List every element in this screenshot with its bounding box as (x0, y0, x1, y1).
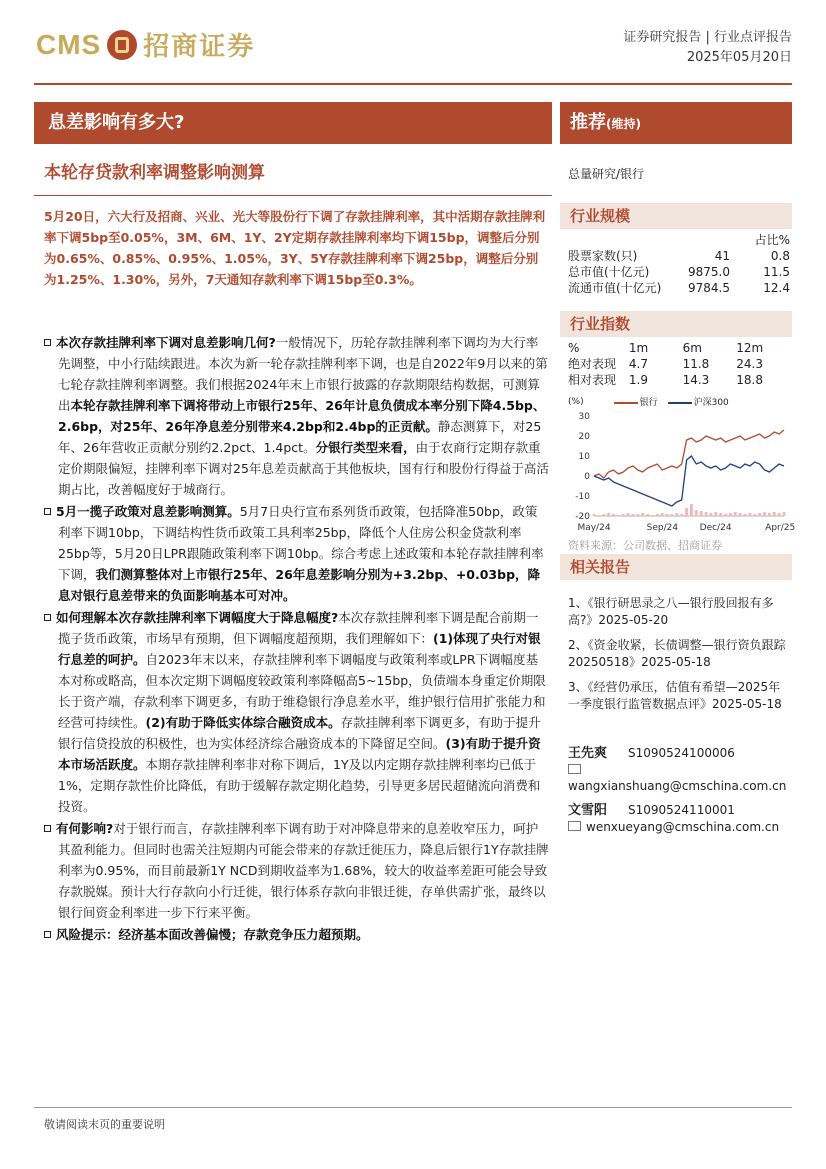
bullet-square-icon (44, 614, 51, 621)
author-block (568, 745, 790, 835)
table-row: 相对表现 1.9 14.3 18.8 (568, 373, 763, 387)
section-related-reports: 相关报告 (560, 554, 792, 580)
y-tick-label: 10 (578, 452, 590, 462)
chart-legend (568, 395, 790, 408)
volume-bar (729, 513, 732, 516)
volume-bar (597, 515, 600, 516)
volume-bar (739, 513, 742, 516)
table-header-row: % 1m 6m 12m (568, 341, 764, 355)
bullet-item: 5月一揽子政策对息差影响测算。5月7日央行宣布系列货币政策，包括降准50bp，政策利率下调10bp，下调结构性货币政策工具利率25bp，降低个人住房公积金贷款利率25bp等，5月20日LPR跟随政策利率下调10bp。综合考虑上述政策和本轮存款挂牌利率下调，我们测算整体对上市银行25年、26年息差影响分别为+3.2bp、+0.03bp，降息对银行息差带来的负面影响基本可对冲。 (44, 501, 549, 606)
bullet-item: 本次存款挂牌利率下调对息差影响几何?一般情况下，历轮存款挂牌利率下调均为大行率先调整，中小行陆续跟进。本次为新一轮存款挂牌利率下调，也是自2022年9月以来的第七轮存款挂牌利率调整。我们根据2024年末上市银行披露的存款期限结构数据，可测算出本轮存款挂牌利率下调将带动上市银行25年、26年计息负债成本率分别下降4.5bp、2.6bp，对25年、26年净息差分别带来4.2bp和2.4bp的正贡献。静态测算下，对25年、26年营收正贡献分别约2.2pct、1.4pct。分银行类型来看，由于农商行定期存款重定价期限偏短，挂牌利率下调对25年息差贡献高于其他板块，国有行和股份行得益于高活期占比，改善幅度好于城商行。 (44, 332, 549, 500)
volume-bar (783, 512, 786, 516)
author-row: 文雪阳 S1090524110001 (568, 803, 735, 818)
legend-item-bank: 银行 (614, 395, 658, 408)
section-industry-index: 行业指数 (560, 311, 792, 337)
volume-bar (744, 514, 747, 516)
chart-ylabel: (%) (568, 396, 584, 407)
related-reports (568, 595, 790, 721)
volume-bar (763, 512, 766, 516)
footer-note: 敬请阅读末页的重要说明 (44, 1118, 165, 1131)
section-industry-scale: 行业规模 (560, 203, 792, 229)
volume-bar (612, 514, 615, 516)
bullet-square-icon (44, 339, 51, 346)
volume-bar (734, 512, 737, 516)
table-row: 流通市值(十亿元) 9784.5 12.4 (568, 281, 790, 295)
bullet-list (44, 332, 549, 946)
volume-bar (758, 513, 761, 516)
table-row: 绝对表现 4.7 11.8 24.3 (568, 357, 763, 371)
volume-bar (690, 504, 693, 516)
volume-bar (753, 514, 756, 516)
volume-bar (748, 513, 751, 516)
legend-swatch (668, 402, 692, 404)
volume-bar (695, 510, 698, 516)
bullet-square-icon (44, 825, 51, 832)
series-line-csi300 (594, 456, 784, 506)
author-email[interactable]: wenxueyang@cmschina.com.cn (568, 819, 790, 835)
report-meta (623, 28, 792, 68)
index-chart (568, 395, 796, 553)
mail-icon (568, 764, 581, 774)
y-tick-label: -20 (575, 512, 590, 522)
scale-col-header: 占比% (754, 233, 790, 247)
volume-bar (685, 508, 688, 516)
volume-bar (641, 513, 644, 516)
volume-bar (666, 514, 669, 516)
volume-bar (632, 514, 635, 516)
y-tick-label: 0 (584, 472, 590, 482)
author-row: 王先爽 S1090524100006 (568, 746, 735, 761)
volume-bar (646, 514, 649, 516)
volume-bar (773, 512, 776, 516)
volume-bar (714, 512, 717, 516)
company-logo (36, 26, 255, 63)
list-item[interactable]: 2、《资金收紧，长债调整—银行资负跟踪20250518》2025-05-18 (568, 638, 786, 669)
footer-divider (34, 1107, 792, 1108)
bullet-item: 如何理解本次存款挂牌利率下调幅度大于降息幅度?本次存款挂牌利率下调是配合前期一揽子货币政策，市场早有预期，但下调幅度超预期，我们理解如下：(1)体现了央行对银行息差的呵护。自2023年末以来，存款挂牌利率下调幅度与政策利率或LPR下调幅度基本对称或略高，但本次定期下调幅度较政策利率降幅高5~15bp，负债端本身重定价期限长于资产端，存款利率下调更多，有助于维稳银行净息差水平，维护银行信用扩张能力和经营可持续性。(2)有助于降低实体综合融资成本。存款挂牌利率下调更多，有助于提升银行信贷投放的积极性，也为实体经济综合融资成本的下降留足空间。(3)有助于提升资本市场活跃度。本期存款挂牌利率非对称下调后，1Y及以内定期存款挂牌利率均已低于1%，定期存款性价比降低，有助于缓解存款定期化趋势，引导更多居民超储流向消费和投资。 (44, 607, 549, 817)
rating-note: (维持) (606, 117, 641, 131)
subtitle-divider (34, 195, 552, 196)
volume-bar (680, 514, 683, 516)
author-email[interactable]: wangxianshuang@cmschina.com.cn (568, 762, 790, 794)
volume-bar (709, 513, 712, 516)
rating-text: 推荐 (570, 112, 606, 133)
summary-paragraph: 5月20日，六大行及招商、兴业、光大等股份行下调了存款挂牌利率，其中活期存款挂牌利率下调5bp至0.05%，3M、6M、1Y、2Y定期存款挂牌利率均下调15bp，调整后分别为0.65%、0.85%、0.95%、1.05%，3Y、5Y存款挂牌利率下调25bp，调整后分别为1.25%、1.30%，另外，7天通知存款利率下调15bp至0.3%。 (44, 209, 546, 287)
series-line-bank (594, 430, 784, 478)
volume-bar (724, 514, 727, 516)
report-type: 证券研究报告 | 行业点评报告 (623, 30, 792, 45)
logo-mark-icon (107, 30, 137, 60)
list-item[interactable]: 1、《银行研思录之八—银行股回报有多高?》2025-05-20 (568, 596, 774, 627)
page-subtitle: 本轮存贷款利率调整影响测算 (44, 163, 265, 183)
y-tick-label: 30 (578, 412, 590, 422)
rating-banner (560, 102, 792, 144)
volume-bar (768, 513, 771, 516)
volume-bar (636, 514, 639, 516)
volume-bar (622, 514, 625, 516)
chart-source: 资料来源：公司数据、招商证券 (568, 539, 722, 552)
volume-bar (661, 513, 664, 516)
volume-bar (656, 514, 659, 516)
volume-bar (700, 511, 703, 516)
volume-bar (675, 513, 678, 516)
volume-bar (607, 513, 610, 516)
volume-bar (719, 513, 722, 516)
x-tick-label: May/24 (577, 523, 611, 533)
report-date: 2025年05月20日 (686, 50, 792, 65)
table-row: 总市值(十亿元) 9875.0 11.5 (568, 265, 790, 279)
volume-bar (617, 515, 620, 516)
index-table (568, 340, 790, 388)
legend-item-csi300: 沪深300 (668, 395, 729, 408)
volume-bar (778, 513, 781, 516)
title-banner: 息差影响有多大? (34, 102, 552, 144)
volume-bar (602, 514, 605, 516)
sidebar-category: 总量研究/银行 (568, 167, 645, 181)
x-tick-label: Dec/24 (699, 523, 732, 533)
bullet-square-icon (44, 931, 51, 938)
bullet-item: 风险提示：经济基本面改善偏慢；存款竞争压力超预期。 (44, 924, 549, 945)
x-tick-label: Apr/25 (765, 523, 796, 533)
volume-bar (593, 514, 596, 516)
bullet-square-icon (44, 508, 51, 515)
volume-bar (651, 515, 654, 516)
mail-icon (568, 821, 581, 831)
legend-swatch (614, 402, 638, 404)
volume-bar (705, 512, 708, 516)
y-tick-label: 20 (578, 432, 590, 442)
table-row: 股票家数(只) 41 0.8 (568, 249, 790, 263)
logo-cms-text: CMS (36, 28, 102, 60)
header-divider (34, 83, 792, 85)
logo-cn-text: 招商证券 (143, 32, 256, 62)
scale-table (568, 232, 790, 296)
bullet-item: 有何影响?对于银行而言，存款挂牌利率下调有助于对冲降息带来的息差收窄压力，呵护其盈利能力。但同时也需关注短期内可能会带来的存款迁徙压力，降息后银行1Y存款挂牌利率为0.95%，而目前最新1Y NCD到期收益率为1.68%，较大的收益率差距可能会导致存款脱媒。预计大行存款向小行迁徙，银行体系存款向非银迁徙，存单供需扩张，最终以银行间资金利率进一步下行来平衡。 (44, 818, 549, 923)
chart-svg (568, 408, 796, 534)
x-tick-label: Sep/24 (646, 523, 679, 533)
y-tick-label: -10 (575, 492, 590, 502)
list-item[interactable]: 3、《经营仍承压，估值有希望—2025年一季度银行监管数据点评》2025-05-18 (568, 680, 782, 711)
volume-bar (627, 513, 630, 516)
volume-bar (671, 514, 674, 516)
